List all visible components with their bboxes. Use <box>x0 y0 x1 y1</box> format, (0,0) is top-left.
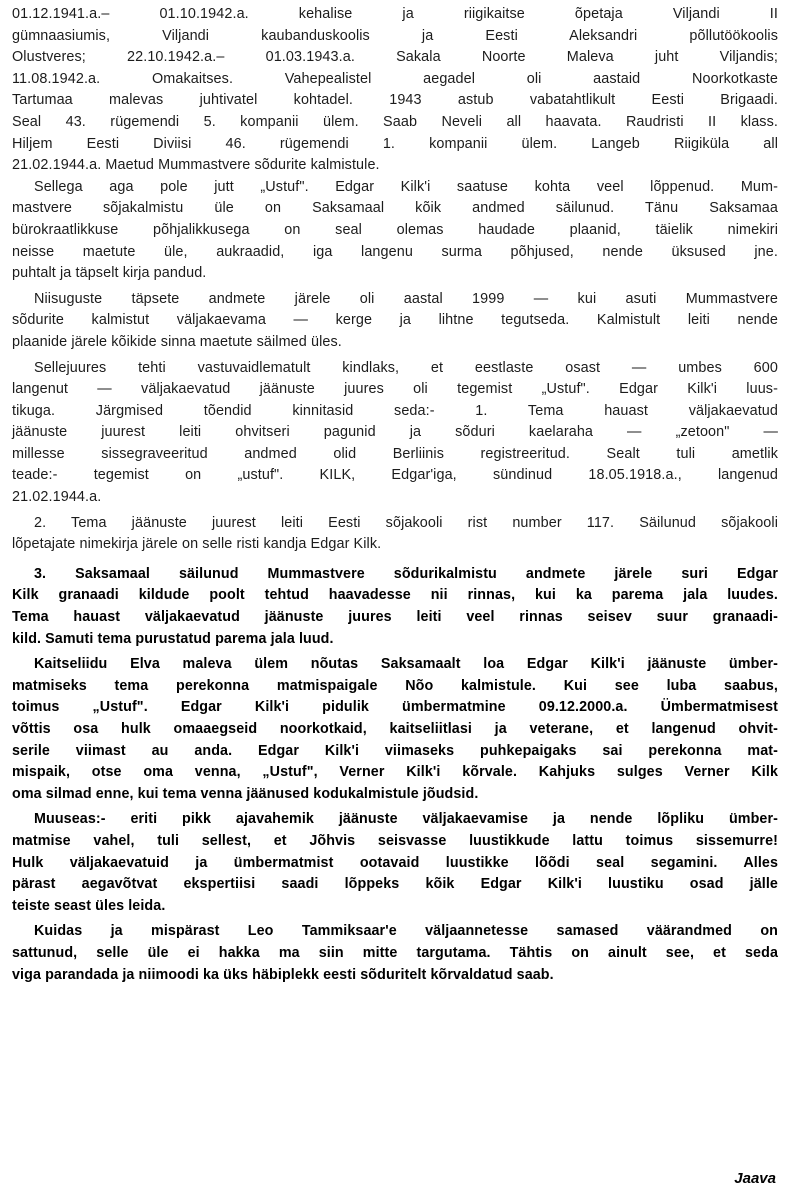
text-line: plaanide järele kõikide sinna maetute säilmed üles. <box>12 333 342 350</box>
text-line: Sellega aga pole jutt „Ustuf". Edgar Kilk'i saatuse kohta veel lõppenud. Mum- <box>34 178 778 195</box>
text-line: teade:- tegemist on „ustuf". KILK, Edgar'iga, sündinud 18.05.1918.a., langenud <box>12 467 778 484</box>
text-line: bürokraatlikkuse põhjalikkusega on seal olemas haudade plaanid, täielik nimekiri <box>12 221 778 238</box>
text-line: Muuseas:- eriti pikk ajavahemik jäänuste väljakaevamise ja nende lõpliku ümber- <box>34 811 778 828</box>
text-line: matmise vahel, tuli sellest, et Jõhvis seisvasse luustikkude lattu toimus sissemurre! <box>12 832 778 849</box>
text-line: gümnaasiumis, Viljandi kaubanduskoolis ja Eesti Aleksandri põllutöökoolis <box>12 27 778 44</box>
text-line: jäänuste juurest leiti ohvitseri pagunid ja sõduri kaelaraha — „zetoon" — <box>12 424 778 441</box>
text-line: tikuga. Järgmised tõendid kinnitasid seda:- 1. Tema hauast väljakaevatud <box>12 402 778 419</box>
text-line: 01.12.1941.a.– 01.10.1942.a. kehalise ja riigikaitse õpetaja Viljandi II <box>12 6 778 22</box>
text-line: neisse maetute üle, aukraadid, iga langenu surma põhjused, nende üksused jne. <box>12 243 778 260</box>
paragraph-cross <box>12 513 778 556</box>
paragraph-excavation <box>12 289 778 354</box>
text-line: Kilk granaadi kildude poolt tehtud haavadesse nii rinnas, kui ka parema jala luudes. <box>12 587 778 604</box>
text-line: mispaik, otse oma venna, „Ustuf", Verner Kilk'i kõrvale. Kahjuks sulges Verner Kilk <box>12 764 778 781</box>
text-line: Tema hauast väljakaevatud jäänuste juures leiti veel rinnas seisev suur granaadi- <box>12 609 778 626</box>
paragraph-wounds <box>12 564 778 650</box>
text-line: kild. Samuti tema purustatud parema jala luud. <box>12 630 334 647</box>
text-line: Kaitseliidu Elva maleva ülem nõutas Saksamaalt loa Edgar Kilk'i jäänuste ümber- <box>34 656 778 673</box>
text-line: viga parandada ja niimoodi ka üks häbiplekk eesti sõduritelt kõrvaldatud saab. <box>12 966 554 983</box>
text-line: millesse sissegraveeritud andmed olid Berliinis registreeritud. Sealt tuli ametlik <box>12 445 778 462</box>
text-line: Kuidas ja mispärast Leo Tammiksaar'e väljaannetesse samased väärandmed on <box>34 923 778 940</box>
text-line: Hulk väljakaevatuid ja ümbermatmist ootavaid luustikke lõõdi seal segamini. Alles <box>12 854 778 871</box>
text-line: Niisuguste täpsete andmete järele oli aastal 1999 — kui asuti Mummastvere <box>34 290 778 307</box>
text-line: 11.08.1942.a. Omakaitses. Vahepealistel aegadel oli aastaid Noorkotkaste <box>12 70 778 87</box>
text-line: 21.02.1944.a. <box>12 489 102 506</box>
text-line: Tartumaa malevas juhtivatel kohtadel. 1943 astub vabatahtlikult Eesti Brigaadi. <box>12 92 778 109</box>
text-line: langenut — väljakaevatud jäänuste juures oli tegemist „Ustuf". Edgar Kilk'i luus- <box>12 381 778 398</box>
text-line: sattunud, selle üle ei hakka ma siin mitte targutama. Tähtis on ainult see, et seda <box>12 944 778 961</box>
text-line: Sellejuures tehti vastuvaidlematult kindlaks, et eestlaste osast — umbes 600 <box>34 359 778 376</box>
text-line: puhtalt ja täpselt kirja pandud. <box>12 265 207 282</box>
text-line: matmiseks tema perekonna matmispaigale Nõo kalmistule. Kui see luba saabus, <box>12 677 778 694</box>
text-line: oma silmad enne, kui tema venna jäänused kodukalmistule jõudsid. <box>12 785 479 802</box>
text-line: 2. Tema jäänuste juurest leiti Eesti sõjakooli rist number 117. Säilunud sõjakooli <box>34 514 778 531</box>
text-line: pärast aegavõtvat ekspertiisi saadi lõppeks kõik Edgar Kilk'i luustiku osad jälle <box>12 876 778 893</box>
text-line: võttis osa hulk omaaegseid noorkotkaid, kaitseliitlasi ja veterane, et langenud ohvit- <box>12 721 778 737</box>
paragraph-records <box>12 177 778 285</box>
text-line: 21.02.1944.a. Maetud Mummastvere sõdurite kalmistule. <box>12 157 380 174</box>
text-line: lõpetajate nimekirja järele on selle risti kandja Edgar Kilk. <box>12 536 382 553</box>
text-line: Hiljem Eesti Diviisi 46. rügemendi 1. kompanii ülem. Langeb Riigiküla all <box>12 135 778 152</box>
paragraph-conclusion <box>12 921 778 986</box>
text-line: toimus „Ustuf". Edgar Kilk'i pidulik ümbermatmine 09.12.2000.a. Ümbermatmisest <box>12 699 778 716</box>
text-line: serile viimast au anda. Edgar Kilk'i viimaseks puhkepaigaks sai perekonna mat- <box>12 742 778 759</box>
paragraph-burglary <box>12 809 778 917</box>
paragraph-biography <box>12 4 778 177</box>
paragraph-reburial <box>12 654 778 805</box>
text-line: mastvere sõjakalmistu üle on Saksamaal kõik andmed säilunud. Tänu Saksamaa <box>12 200 778 217</box>
text-line: teiste seast üles leida. <box>12 897 166 914</box>
paragraph-identification <box>12 358 778 509</box>
text-line: 3. Saksamaal säilunud Mummastvere sõdurikalmistu andmete järele suri Edgar <box>34 565 778 582</box>
author-signature: Jaava <box>734 1170 776 1187</box>
text-line: Olustveres; 22.10.1942.a.– 01.03.1943.a. Sakala Noorte Maleva juht Viljandis; <box>12 49 778 66</box>
text-line: sõdurite kalmistut väljakaevama — kerge ja lihtne tegutseda. Kalmistult leiti nende <box>12 312 778 329</box>
text-line: Seal 43. rügemendi 5. kompanii ülem. Saab Neveli all haavata. Raudristi II klass. <box>12 113 778 130</box>
